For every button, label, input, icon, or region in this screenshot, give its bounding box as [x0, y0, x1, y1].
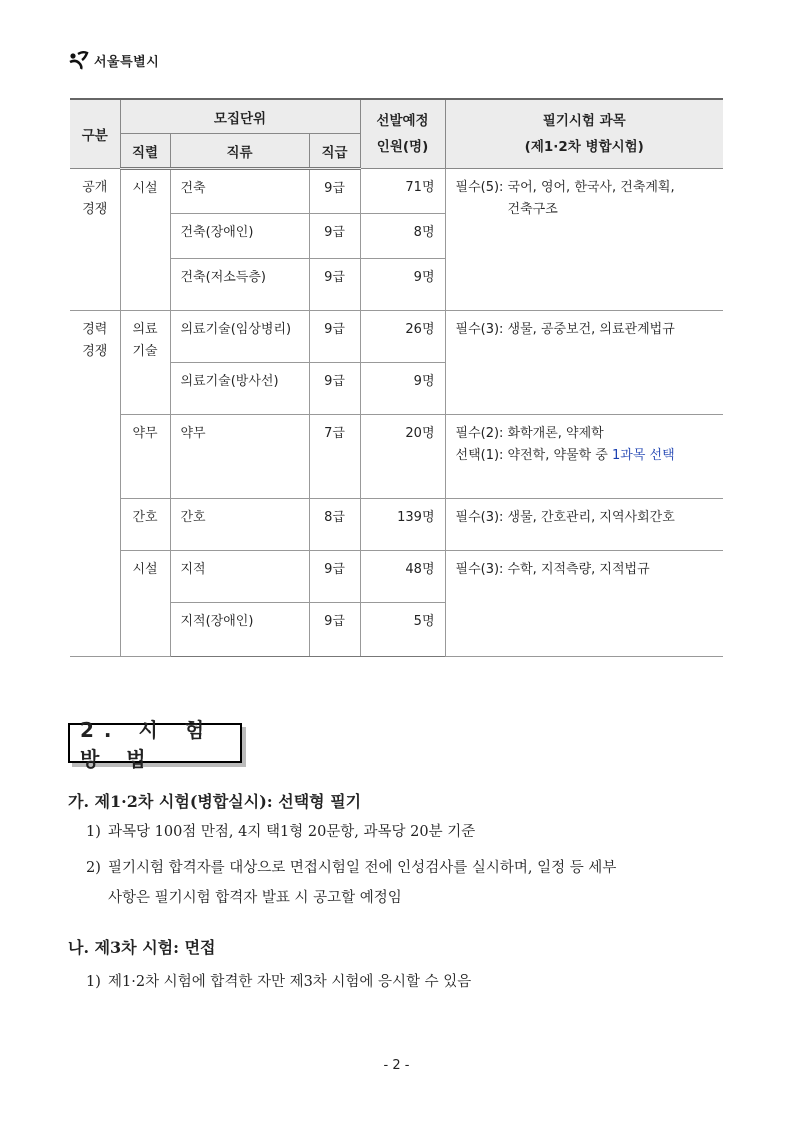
group-open-line2: 경쟁: [82, 202, 108, 217]
table-row: [70, 551, 723, 603]
subjects-pharmacy-line2b: 1과목 선택: [612, 448, 675, 463]
subjects-architecture: [445, 169, 723, 311]
group-open: [70, 169, 120, 311]
table-row: [70, 499, 723, 551]
group-career: [70, 311, 120, 657]
row-type: 간호: [170, 499, 309, 551]
row-count: 8명: [360, 214, 445, 259]
row-type: 의료기술(임상병리): [170, 311, 309, 363]
row-grade: 9급: [309, 169, 360, 214]
header-subjects-line1: 필기시험 과목: [542, 113, 626, 129]
list-item: [86, 817, 726, 847]
heading-b: 나. 제3차 시험: 면접: [68, 938, 216, 957]
subjects-pharmacy-line2a: 선택(1): 약전학, 약물학 중: [455, 448, 612, 463]
subjects-nursing: 필수(3): 생물, 간호관리, 지역사회간호: [445, 499, 723, 551]
row-grade: 7급: [309, 415, 360, 499]
row-count: 139명: [360, 499, 445, 551]
series-medical: [120, 311, 170, 415]
item-text-line1: 필기시험 합격자를 대상으로 면접시험일 전에 인성검사를 실시하며, 일정 등 세부: [108, 860, 617, 876]
row-count: 71명: [360, 169, 445, 214]
header-category: 구분: [70, 99, 120, 169]
series-medical-line1: 의료: [132, 322, 158, 337]
item-text: 과목당 100점 만점, 4지 택1형 20문항, 과목당 20분 기준: [108, 824, 476, 840]
header-quota: [360, 99, 445, 169]
heading-a: 가. 제1·2차 시험(병합실시): 선택형 필기: [68, 792, 362, 811]
seoul-logo-icon: [68, 50, 90, 70]
group-career-line1: 경력: [82, 322, 108, 337]
header-subjects-line2: (제1·2차 병합시험): [524, 139, 644, 155]
header-quota-line2: 인원(명): [376, 139, 429, 155]
header-grade: 직급: [309, 134, 360, 169]
header-subjects: [445, 99, 723, 169]
row-grade: 9급: [309, 214, 360, 259]
group-open-line1: 공개: [82, 180, 108, 195]
row-grade: 9급: [309, 259, 360, 311]
row-count: 9명: [360, 363, 445, 415]
list-item: [86, 853, 726, 913]
section-title: 2. 시 험 방 법: [80, 718, 215, 771]
row-type: 건축: [170, 169, 309, 214]
row-grade: 9급: [309, 603, 360, 657]
series-facility: 시설: [120, 169, 170, 311]
row-type: 약무: [170, 415, 309, 499]
subjects-architecture-line2: 건축구조: [507, 202, 558, 217]
header-type: 직류: [170, 134, 309, 169]
row-grade: 9급: [309, 311, 360, 363]
logo-text: 서울특별시: [94, 54, 160, 70]
item-text-line2: 사항은 필기시험 합격자 발표 시 공고할 예정임: [108, 890, 402, 906]
row-type: 건축(장애인): [170, 214, 309, 259]
row-grade: 8급: [309, 499, 360, 551]
series-pharmacy: 약무: [120, 415, 170, 499]
row-type: 지적(장애인): [170, 603, 309, 657]
row-count: 48명: [360, 551, 445, 603]
row-grade: 9급: [309, 551, 360, 603]
list-item: [86, 967, 726, 997]
row-count: 9명: [360, 259, 445, 311]
header-unit: 모집단위: [120, 99, 360, 134]
row-type: 건축(저소득층): [170, 259, 309, 311]
header-series: 직렬: [120, 134, 170, 169]
header-quota-line1: 선발예정: [376, 113, 429, 129]
series-facility2: 시설: [120, 551, 170, 657]
subjects-cadastral: 필수(3): 수학, 지적측량, 지적법규: [445, 551, 723, 657]
table-row: [70, 169, 723, 214]
row-grade: 9급: [309, 363, 360, 415]
row-type: 지적: [170, 551, 309, 603]
row-count: 26명: [360, 311, 445, 363]
seoul-logo: [68, 50, 159, 70]
subjects-pharmacy-line1: 필수(2): 화학개론, 약제학: [455, 426, 604, 441]
table-row: [70, 311, 723, 363]
page-number: - 2 -: [383, 1058, 410, 1073]
subjects-pharmacy: [445, 415, 723, 499]
series-nursing: 간호: [120, 499, 170, 551]
series-medical-line2: 기술: [132, 344, 158, 359]
row-count: 5명: [360, 603, 445, 657]
subjects-medical: 필수(3): 생물, 공중보건, 의료관계법규: [445, 311, 723, 415]
section-title-box: [68, 718, 242, 771]
item-number: 1): [86, 824, 101, 840]
subjects-architecture-line1: 필수(5): 국어, 영어, 한국사, 건축계획,: [455, 180, 675, 195]
table-row: [70, 415, 723, 499]
group-career-line2: 경쟁: [82, 344, 108, 359]
item-number: 2): [86, 860, 101, 876]
recruitment-table: [70, 98, 723, 657]
row-type: 의료기술(방사선): [170, 363, 309, 415]
row-count: 20명: [360, 415, 445, 499]
item-number: 1): [86, 974, 101, 990]
item-text: 제1·2차 시험에 합격한 자만 제3차 시험에 응시할 수 있음: [108, 974, 472, 990]
